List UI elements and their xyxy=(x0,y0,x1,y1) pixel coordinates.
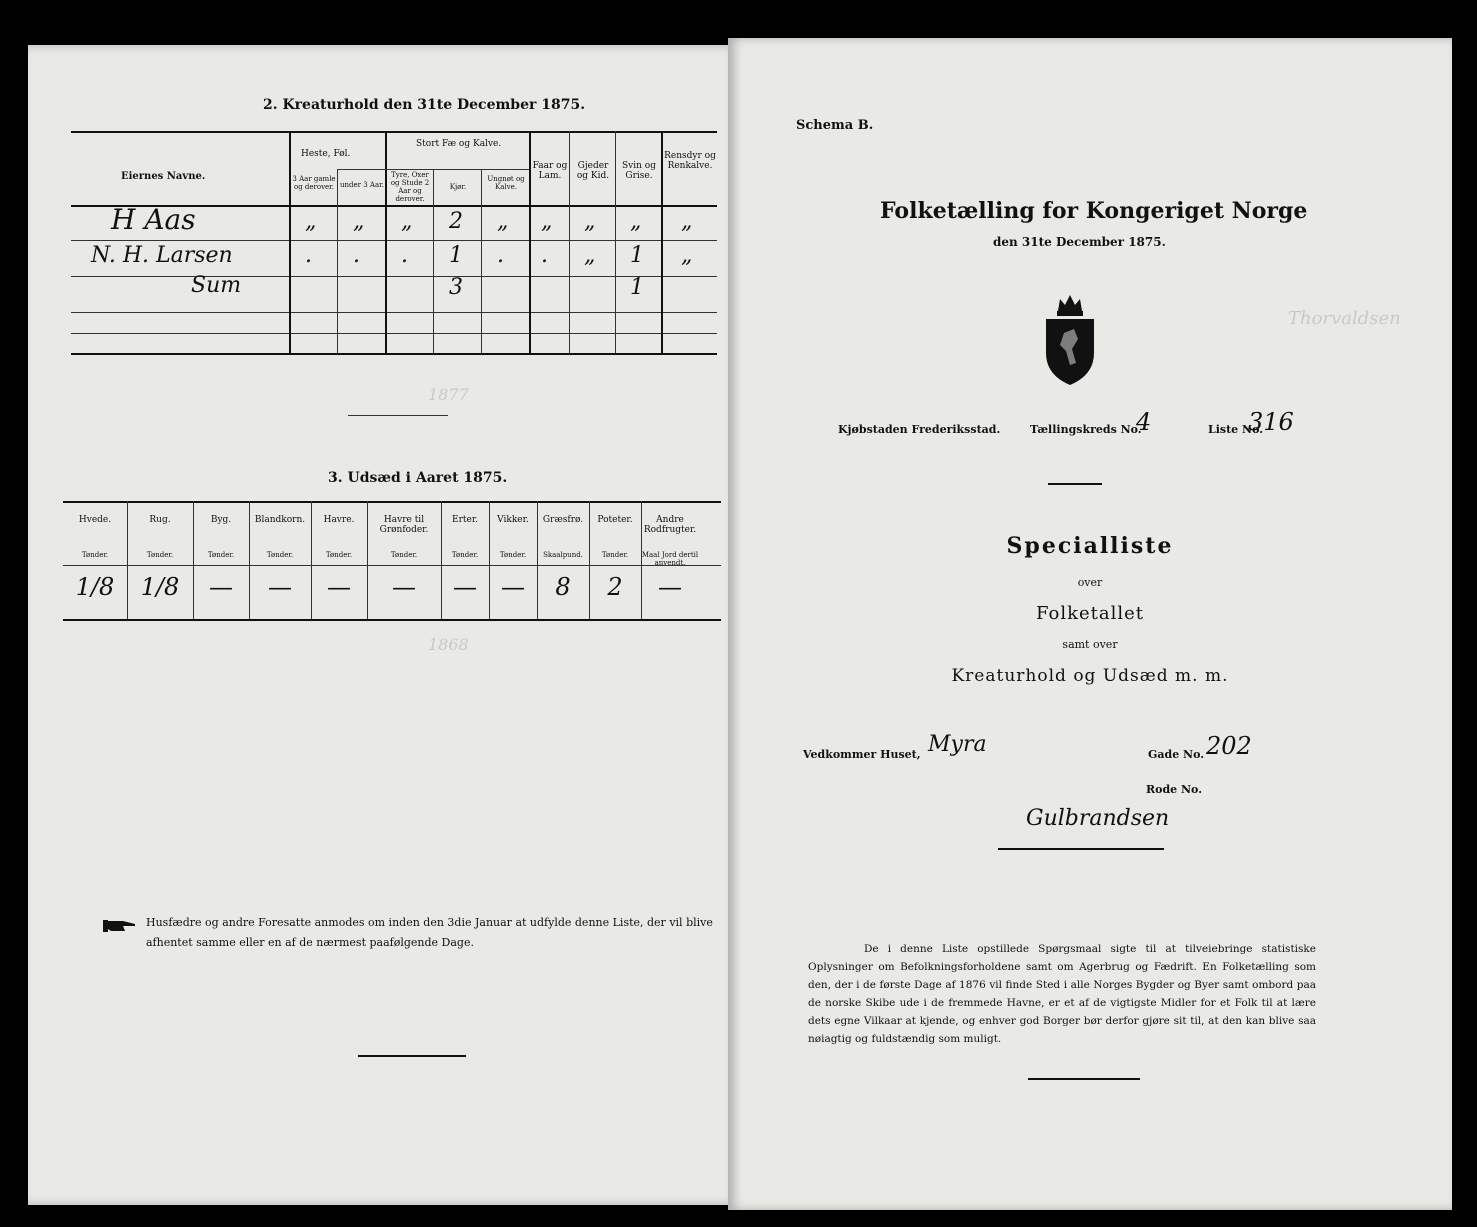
udsaed-header: Andre Rodfrugter. xyxy=(643,515,697,535)
udsaed-header: Græsfrø. xyxy=(542,515,584,525)
kreatur-cell: 3 xyxy=(449,275,463,300)
udsaed-title: 3. Udsæd i Aaret 1875. xyxy=(328,470,508,486)
udsaed-unit: Tønder. xyxy=(207,551,235,559)
header-stort-b: Kjør. xyxy=(449,183,467,191)
header-heste-b: under 3 Aar. xyxy=(340,181,384,189)
pointing-hand-icon xyxy=(103,915,133,935)
udsaed-unit: Tønder. xyxy=(146,551,174,559)
specialliste-title: Specialliste xyxy=(1006,533,1174,559)
udsaed-value: 1/8 xyxy=(140,573,180,601)
kreatur-cell: 1 xyxy=(449,243,463,268)
udsaed-value: — xyxy=(392,573,416,601)
left-page xyxy=(28,45,740,1205)
udsaed-value: 1/8 xyxy=(75,573,115,601)
folketallet-title: Folketallet xyxy=(1035,603,1145,624)
udsaed-unit: Maal Jord dertil anvendt. xyxy=(641,551,699,567)
kreatur-cell: „ xyxy=(584,243,596,268)
kreatur-cell: . xyxy=(353,243,360,268)
kreatur-line: Kreaturhold og Udsæd m. m. xyxy=(951,666,1229,686)
divider xyxy=(1048,483,1102,485)
header-rensdyr: Rensdyr og Renkalve. xyxy=(664,151,716,171)
right-page xyxy=(728,38,1452,1210)
bleed-through: 1877 xyxy=(428,385,469,404)
header-gjeder: Gjeder og Kid. xyxy=(576,161,610,181)
header-stort: Stort Fæ og Kalve. xyxy=(416,139,502,149)
vedkommer-label: Vedkommer Huset, xyxy=(803,748,921,761)
udsaed-unit: Tønder. xyxy=(266,551,294,559)
kreds-value: 4 xyxy=(1136,408,1152,436)
kreatur-cell: „ xyxy=(353,209,365,234)
kreatur-cell: „ xyxy=(305,209,317,234)
udsaed-unit: Tønder. xyxy=(451,551,479,559)
kreatur-cell: . xyxy=(401,243,408,268)
kreds-label: Tællingskreds No. xyxy=(1030,423,1142,436)
over-label: over xyxy=(1077,576,1103,589)
kreatur-cell: 2 xyxy=(449,209,463,234)
kreatur-cell: „ xyxy=(541,209,553,234)
main-title: Folketælling for Kongeriget Norge xyxy=(880,198,1308,224)
divider xyxy=(998,848,1164,850)
vedkommer-value: Myra xyxy=(928,732,987,757)
kreatur-cell: „ xyxy=(401,209,413,234)
udsaed-header: Havre. xyxy=(323,515,355,525)
divider xyxy=(358,1055,466,1057)
header-heste: Heste, Føl. xyxy=(301,149,351,159)
udsaed-value: — xyxy=(658,573,682,601)
udsaed-value: — xyxy=(209,573,233,601)
udsaed-header: Poteter. xyxy=(597,515,633,525)
header-heste-a: 3 Aar gamle og derover. xyxy=(292,175,336,191)
udsaed-header: Hvede. xyxy=(78,515,112,525)
kreatur-cell: „ xyxy=(681,209,693,234)
schema-label: Schema B. xyxy=(796,118,874,133)
info-paragraph: De i denne Liste opstillede Spørgsmaal sigte til at tilveiebringe statistiske Oplysninger om Befolkningsforholdene samt om Agerbrug og Fædrift. En Folketælling som den, der i de første Dage af 1876 vil finde Sted i alle Norges Bygder og Byer samt ombord paa de norske Skibe ude i de fremmede Havne, er et af de vigtigste Midler for et Folk til at lære dets egne Vilkaar at kjende, og enhver god Borger bør derfor gjøre sit til, at den kan blive saa nøiagtig og fuldstændig som muligt. xyxy=(808,943,1316,1045)
gade-value: 202 xyxy=(1206,732,1252,760)
kreatur-cell: 1 xyxy=(630,243,644,268)
liste-value: 316 xyxy=(1248,408,1294,436)
kreatur-cell: „ xyxy=(630,209,642,234)
kjobstaden-label: Kjøbstaden Frederiksstad. xyxy=(838,423,1001,436)
header-faar: Faar og Lam. xyxy=(532,161,568,181)
kreatur-table xyxy=(71,131,717,356)
udsaed-unit: Tønder. xyxy=(499,551,527,559)
udsaed-value: 2 xyxy=(607,573,623,601)
udsaed-value: — xyxy=(327,573,351,601)
notice-text: Husfædre og andre Foresatte anmodes om inden den 3die Januar at udfylde denne Liste, der vil blive afhentet samme eller en af de nærmest paafølgende Dage. xyxy=(146,916,713,949)
udsaed-unit: Tønder. xyxy=(601,551,629,559)
udsaed-value: — xyxy=(268,573,292,601)
liste-label: Liste No. xyxy=(1208,423,1264,436)
udsaed-header: Blandkorn. xyxy=(254,515,306,525)
gade-label: Gade No. xyxy=(1148,748,1205,761)
rode-label: Rode No. xyxy=(1146,783,1203,796)
kreatur-cell: . xyxy=(497,243,504,268)
header-svin: Svin og Grise. xyxy=(622,161,656,181)
header-stort-a: Tyre, Oxer og Stude 2 Aar og derover. xyxy=(390,171,430,203)
bleed-through: 1868 xyxy=(428,635,469,654)
norway-coat-of-arms-icon xyxy=(1040,293,1100,392)
row-2-name: N. H. Larsen xyxy=(91,243,233,268)
udsaed-table xyxy=(63,501,721,623)
udsaed-value: 8 xyxy=(555,573,571,601)
udsaed-header: Erter. xyxy=(452,515,478,525)
udsaed-value: — xyxy=(501,573,525,601)
kreatur-cell: . xyxy=(305,243,312,268)
udsaed-value: — xyxy=(453,573,477,601)
kreatur-title: 2. Kreaturhold den 31te December 1875. xyxy=(263,97,586,113)
row-1-name: H Aas xyxy=(111,203,196,236)
kreatur-cell: „ xyxy=(681,243,693,268)
udsaed-header: Byg. xyxy=(210,515,232,525)
udsaed-header: Havre til Grønfoder. xyxy=(379,515,429,535)
bleed-through: Thorvaldsen xyxy=(1288,308,1401,329)
divider xyxy=(348,415,448,416)
udsaed-unit: Tønder. xyxy=(81,551,109,559)
kreatur-cell: „ xyxy=(584,209,596,234)
udsaed-header: Vikker. xyxy=(497,515,529,525)
divider xyxy=(1028,1078,1140,1080)
udsaed-header: Rug. xyxy=(149,515,171,525)
samt-over-label: samt over xyxy=(1062,638,1118,651)
signature: Gulbrandsen xyxy=(1026,806,1170,831)
header-stort-c: Ungnøt og Kalve. xyxy=(487,175,525,191)
row-sum-name: Sum xyxy=(191,273,242,298)
kreatur-cell: „ xyxy=(497,209,509,234)
kreatur-cell: . xyxy=(541,243,548,268)
udsaed-unit: Skaalpund. xyxy=(543,551,583,559)
udsaed-unit: Tønder. xyxy=(325,551,353,559)
udsaed-unit: Tønder. xyxy=(390,551,418,559)
kreatur-cell: 1 xyxy=(630,275,644,300)
header-owner: Eiernes Navne. xyxy=(121,171,206,182)
census-date: den 31te December 1875. xyxy=(993,235,1166,249)
